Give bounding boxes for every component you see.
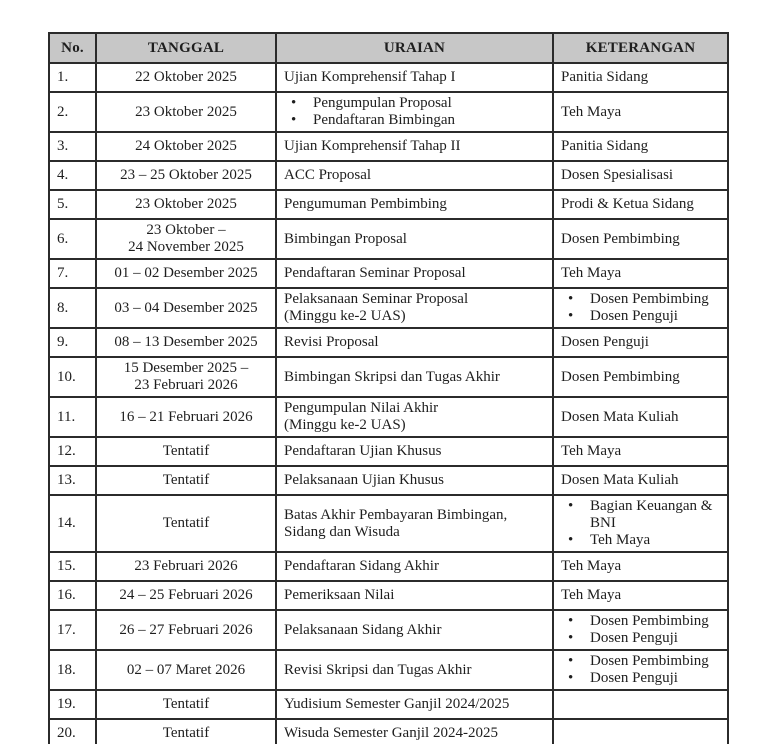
uraian-cell [276,610,553,650]
table-row [49,719,728,744]
cell-line: Teh Maya [561,587,622,603]
cell-line: Pelaksanaan Sidang Akhir [284,621,442,638]
bullet-item [284,112,545,129]
keterangan-cell [553,650,728,690]
tanggal-cell [96,357,276,397]
keterangan-cell [553,288,728,328]
no-cell: 14. [49,495,96,552]
no-cell: 9. [49,328,96,357]
bullet-icon: • [568,308,574,324]
cell-line: Dosen Pembimbing [561,368,680,385]
cell-line: Pemeriksaan Nilai [284,587,395,603]
bullet-icon: • [291,95,297,111]
tanggal-line: 24 – 25 Februari 2026 [119,587,253,603]
no-cell: 12. [49,437,96,466]
cell-line: Dosen Penguji [561,334,649,350]
keterangan-cell [553,719,728,744]
cell-line: (Minggu ke-2 UAS) [284,308,406,324]
tanggal-cell [96,397,276,437]
tanggal-cell [96,92,276,132]
tanggal-cell [96,581,276,610]
table-row [49,328,728,357]
keterangan-cell [553,63,728,92]
table-row [49,92,728,132]
uraian-cell [276,328,553,357]
uraian-cell [276,259,553,288]
bullet-item [561,498,720,532]
keterangan-cell [553,437,728,466]
cell-line: Wisuda Semester Ganjil 2024-2025 [284,725,498,741]
uraian-cell [276,690,553,719]
cell-line: Dosen Spesialisasi [561,167,674,183]
keterangan-cell [553,581,728,610]
cell-line: Dosen Mata Kuliah [561,472,679,488]
uraian-cell [276,581,553,610]
table-row [49,397,728,437]
bullet-item [561,532,720,549]
bullet-icon: • [568,291,574,307]
bullet-icon: • [568,630,574,646]
uraian-cell [276,650,553,690]
tanggal-cell [96,190,276,219]
header-uraian: URAIAN [276,33,553,63]
keterangan-cell [553,259,728,288]
tanggal-cell [96,610,276,650]
keterangan-cell [553,495,728,552]
tanggal-cell [96,63,276,92]
uraian-cell [276,437,553,466]
keterangan-cell [553,328,728,357]
tanggal-line: 23 Februari 2026 [134,558,238,574]
tanggal-cell [96,552,276,581]
bullet-icon: • [568,498,574,514]
tanggal-line: 01 – 02 Desember 2025 [114,265,258,281]
keterangan-cell [553,161,728,190]
uraian-cell [276,219,553,259]
uraian-cell [276,466,553,495]
tanggal-cell [96,719,276,744]
tanggal-line: 03 – 04 Desember 2025 [114,299,258,316]
tanggal-cell [96,437,276,466]
cell-line: Prodi & Ketua Sidang [561,196,694,212]
tanggal-line: Tentatif [162,696,210,712]
tanggal-cell [96,288,276,328]
table-row [49,288,728,328]
no-cell: 1. [49,63,96,92]
uraian-cell [276,552,553,581]
uraian-cell [276,397,553,437]
cell-line: Dosen Pembimbing [561,230,680,247]
tanggal-line: 24 November 2025 [128,239,244,255]
no-cell: 6. [49,219,96,259]
uraian-cell [276,190,553,219]
table-row [49,132,728,161]
uraian-cell [276,495,553,552]
keterangan-cell [553,219,728,259]
no-cell: 17. [49,610,96,650]
tanggal-cell [96,466,276,495]
bullet-text: Dosen Penguji [590,670,678,686]
uraian-cell [276,719,553,744]
keterangan-cell [553,610,728,650]
bullet-text: Bagian Keuangan & BNI [590,498,713,531]
table-row [49,581,728,610]
cell-line: Ujian Komprehensif Tahap II [284,138,461,154]
tanggal-cell [96,690,276,719]
no-cell: 15. [49,552,96,581]
uraian-cell [276,161,553,190]
cell-line: Pelaksanaan Seminar Proposal [284,291,469,307]
cell-line: (Minggu ke-2 UAS) [284,417,406,433]
no-cell: 18. [49,650,96,690]
table-row [49,259,728,288]
cell-line: Pelaksanaan Ujian Khusus [284,472,444,488]
bullet-item [561,630,720,647]
no-cell: 16. [49,581,96,610]
no-cell: 7. [49,259,96,288]
schedule-table [48,32,729,744]
table-row [49,219,728,259]
bullet-text: Teh Maya [590,532,651,548]
bullet-item [284,95,545,112]
bullet-icon: • [568,670,574,686]
table-row [49,437,728,466]
tanggal-line: Tentatif [162,515,210,531]
keterangan-cell [553,190,728,219]
uraian-cell [276,92,553,132]
cell-line: Revisi Proposal [284,334,379,350]
tanggal-line: 23 Oktober – [146,222,226,238]
cell-line: Pengumpulan Nilai Akhir [284,400,439,416]
tanggal-line: Tentatif [162,472,210,488]
bullet-item [561,670,720,687]
tanggal-cell [96,132,276,161]
cell-line: Teh Maya [561,558,622,574]
tanggal-cell [96,650,276,690]
bullet-icon: • [568,532,574,548]
tanggal-cell [96,259,276,288]
tanggal-cell [96,161,276,190]
uraian-cell [276,132,553,161]
cell-line: Pengumuman Pembimbing [284,196,447,212]
no-cell: 5. [49,190,96,219]
cell-line: Bimbingan Skripsi dan Tugas Akhir [284,368,500,385]
bullet-item [561,291,720,308]
cell-line: Teh Maya [561,103,622,120]
cell-line: Dosen Mata Kuliah [561,408,679,425]
no-cell: 20. [49,719,96,744]
no-cell: 10. [49,357,96,397]
cell-line: Pendaftaran Seminar Proposal [284,265,466,281]
keterangan-cell [553,357,728,397]
no-cell: 4. [49,161,96,190]
uraian-cell [276,288,553,328]
tanggal-line: 02 – 07 Maret 2026 [126,661,246,678]
cell-line: Revisi Skripsi dan Tugas Akhir [284,661,472,678]
tanggal-line: 24 Oktober 2025 [135,138,237,154]
table-row [49,495,728,552]
table-body [49,63,728,744]
cell-line: Batas Akhir Pembayaran Bimbingan, Sidang dan Wisuda [284,506,508,540]
bullet-text: Dosen Pembimbing [590,613,709,629]
cell-line: ACC Proposal [284,167,372,183]
table-row [49,161,728,190]
table-row [49,466,728,495]
table-row [49,610,728,650]
no-cell: 11. [49,397,96,437]
tanggal-line: 23 Februari 2026 [134,377,238,393]
cell-line: Pendaftaran Ujian Khusus [284,443,442,459]
bullet-text: Dosen Pembimbing [590,291,709,307]
table-row [49,690,728,719]
cell-line: Panitia Sidang [561,138,649,154]
no-cell: 8. [49,288,96,328]
tanggal-cell [96,495,276,552]
no-cell: 19. [49,690,96,719]
table-row [49,650,728,690]
table-row [49,63,728,92]
bullet-item [561,653,720,670]
tanggal-line: Tentatif [162,443,210,459]
cell-line: Bimbingan Proposal [284,230,407,247]
bullet-icon: • [568,613,574,629]
bullet-text: Dosen Penguji [590,308,678,324]
no-cell: 2. [49,92,96,132]
uraian-cell [276,357,553,397]
cell-line: Panitia Sidang [561,69,649,85]
keterangan-cell [553,690,728,719]
tanggal-line: 16 – 21 Februari 2026 [119,408,253,425]
bullet-icon: • [568,653,574,669]
cell-line: Teh Maya [561,443,622,459]
tanggal-line: 26 – 27 Februari 2026 [119,621,253,638]
tanggal-line: 23 Oktober 2025 [135,103,237,120]
bullet-item [561,613,720,630]
bullet-item [561,308,720,325]
bullet-text: Pendaftaran Bimbingan [313,112,456,128]
keterangan-cell [553,552,728,581]
no-cell: 13. [49,466,96,495]
no-cell: 3. [49,132,96,161]
bullet-icon: • [291,112,297,128]
cell-line: Pendaftaran Sidang Akhir [284,558,439,574]
table-row [49,552,728,581]
bullet-text: Pengumpulan Proposal [313,95,452,111]
tanggal-line: 23 Oktober 2025 [135,196,237,212]
header-keterangan: KETERANGAN [553,33,728,63]
keterangan-cell [553,466,728,495]
header-row [49,33,728,63]
cell-line: Ujian Komprehensif Tahap I [284,69,456,85]
keterangan-cell [553,397,728,437]
header-no: No. [49,33,96,63]
tanggal-line: 22 Oktober 2025 [135,69,237,85]
keterangan-cell [553,92,728,132]
tanggal-line: 08 – 13 Desember 2025 [114,334,258,350]
tanggal-line: Tentatif [162,725,210,741]
cell-line: Teh Maya [561,265,622,281]
tanggal-line: 15 Desember 2025 – [123,360,249,376]
cell-line: Yudisium Semester Ganjil 2024/2025 [284,696,510,712]
tanggal-cell [96,219,276,259]
bullet-text: Dosen Penguji [590,630,678,646]
keterangan-cell [553,132,728,161]
uraian-cell [276,63,553,92]
table-row [49,357,728,397]
header-tanggal: TANGGAL [96,33,276,63]
table-row [49,190,728,219]
tanggal-line: 23 – 25 Oktober 2025 [120,167,252,183]
bullet-text: Dosen Pembimbing [590,653,709,669]
tanggal-cell [96,328,276,357]
